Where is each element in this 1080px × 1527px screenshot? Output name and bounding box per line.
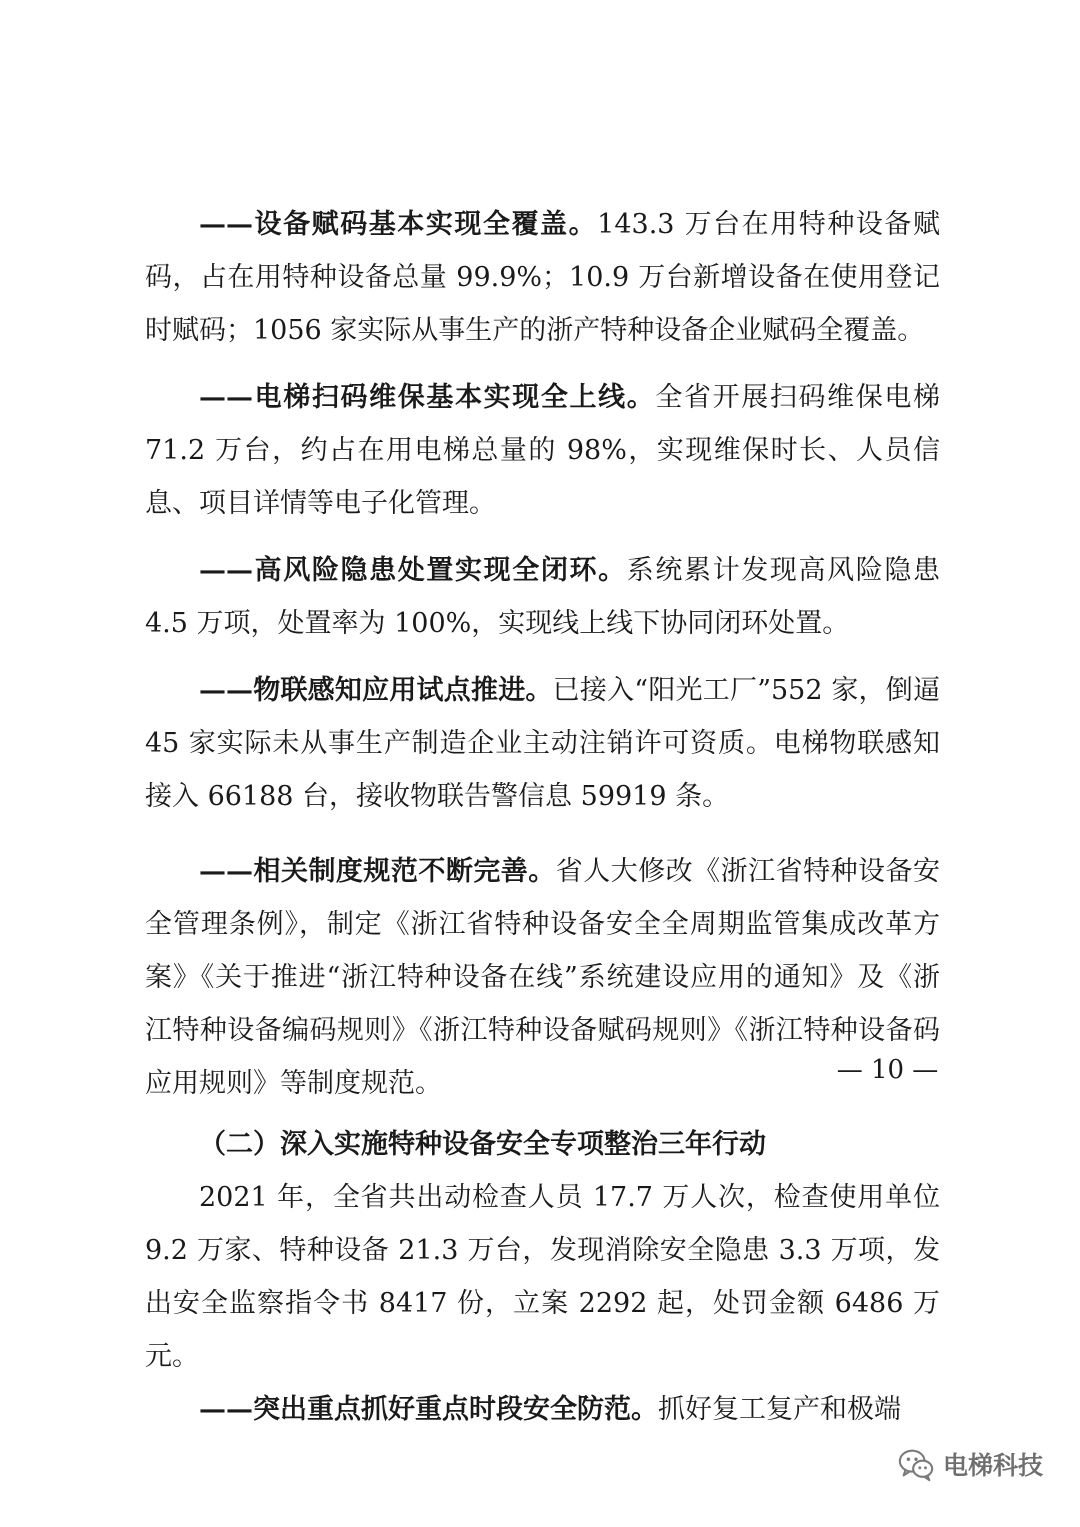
paragraph-summary-2021: 2021 年，全省共出动检查人员 17.7 万人次，检查使用单位 9.2 万家、特种设备 21.3 万台，发现消除安全隐患 3.3 万项，发出安全监察指令书 8417 份，立案 2292 起，处罚金额 6486 万元。 xyxy=(145,1182,940,1372)
watermark-text: 电梯科技 xyxy=(943,1451,1044,1480)
section-heading: （二）深入实施特种设备安全专项整治三年行动 xyxy=(199,1129,766,1160)
paragraph-lead: ——突出重点抓好重点时段安全防范。 xyxy=(199,1394,658,1425)
paragraph-regulations xyxy=(145,845,940,1110)
paragraph-lead: ——物联感知应用试点推进。 xyxy=(199,675,553,706)
paragraph-high-risk-hazards xyxy=(145,544,940,650)
paragraph-equipment-coding xyxy=(145,198,940,357)
paragraph-lead: ——高风险隐患处置实现全闭环。 xyxy=(199,555,627,586)
paragraph-text: 抓好复工复产和极端 xyxy=(658,1394,901,1425)
paragraph-text: 已接入“阳光工厂”552 家，倒逼 45 家实际未从事生产制造企业主动注销许可资质。电梯物联感知接入 66188 台，接收物联告警信息 59919 条。 xyxy=(145,675,940,812)
paragraph-text: 省人大修改《浙江省特种设备安全管理条例》，制定《浙江省特种设备安全全周期监管集成改革方案》《关于推进“浙江特种设备在线”系统建设应用的通知》及《浙江特种设备编码规则》《浙江特种设备赋码规则》《浙江特种设备码应用规则》等制度规范。 xyxy=(145,856,941,1099)
paragraph-key-periods xyxy=(145,1383,940,1436)
paragraph-iot-pilot xyxy=(145,664,940,823)
paragraph-lead: ——相关制度规范不断完善。 xyxy=(199,856,556,887)
paragraph-lead: ——设备赋码基本实现全覆盖。 xyxy=(199,209,598,240)
paragraph-lead: ——电梯扫码维保基本实现全上线。 xyxy=(199,382,656,413)
page-number: — 10 — xyxy=(836,1055,939,1085)
paragraph-text: 143.3 万台在用特种设备赋码，占在用特种设备总量 99.9%；10.9 万台新增设备在使用登记时赋码；1056 家实际从事生产的浙产特种设备企业赋码全覆盖。 xyxy=(145,209,940,346)
paragraph-text: 系统累计发现高风险隐患 4.5 万项，处置率为 100%，实现线上线下协同闭环处置。 xyxy=(145,555,940,639)
paragraph-elevator-maintenance xyxy=(145,371,940,530)
watermark xyxy=(897,1444,1043,1484)
wechat-icon xyxy=(897,1445,935,1483)
document-body xyxy=(145,198,940,1436)
paragraph-text: 全省开展扫码维保电梯 71.2 万台，约占在用电梯总量的 98%，实现维保时长、人员信息、项目详情等电子化管理。 xyxy=(145,382,940,519)
